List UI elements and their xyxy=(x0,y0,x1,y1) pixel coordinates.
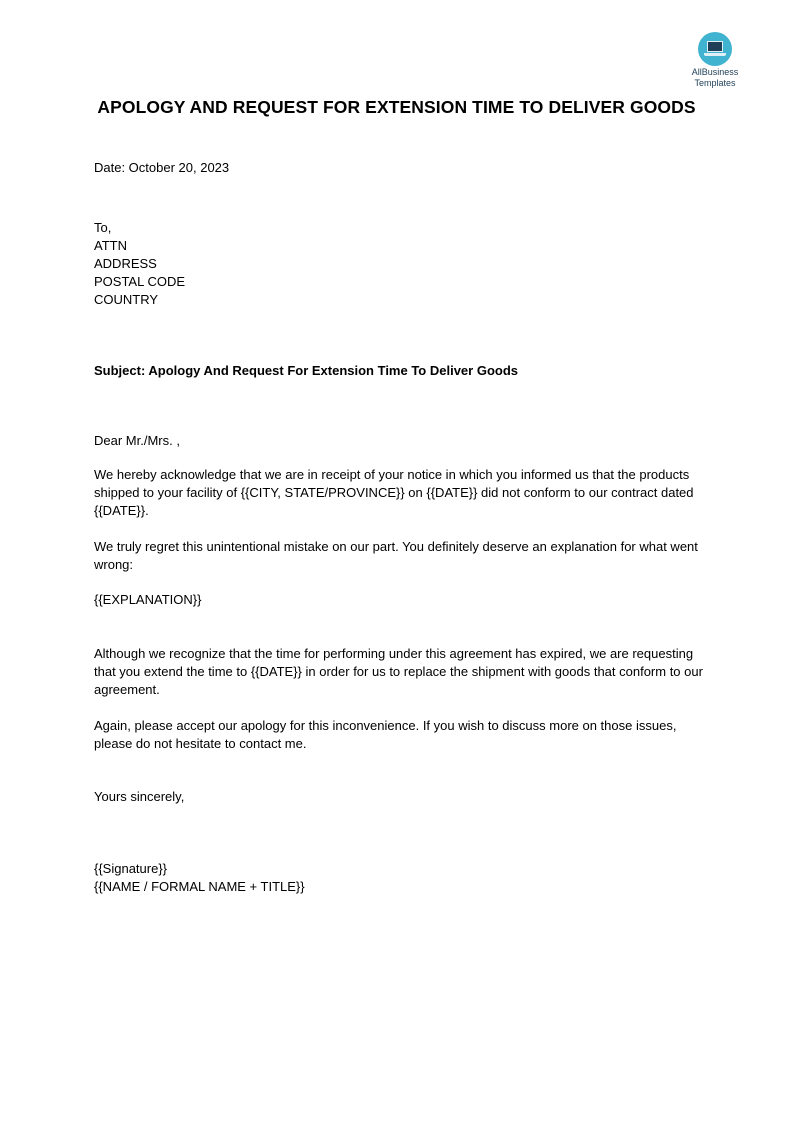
paragraph-3: Although we recognize that the time for performing under this agreement has expired, we are requesting that you extend the time to {{DATE}} in order for us to replace the shipment with goods that conform to our agreement. xyxy=(94,646,703,697)
document-title: APOLOGY AND REQUEST FOR EXTENSION TIME TO DELIVER GOODS xyxy=(97,97,696,117)
letter-subject: Subject: Apology And Request For Extension Time To Deliver Goods xyxy=(94,363,518,378)
allbusiness-templates-logo xyxy=(684,32,746,88)
laptop-icon xyxy=(698,32,732,66)
paragraph-4: Again, please accept our apology for this inconvenience. If you wish to discuss more on those issues, please do not hesitate to contact me. xyxy=(94,718,677,751)
salutation: Dear Mr./Mrs. , xyxy=(94,433,180,448)
signature: {{Signature}} xyxy=(94,861,168,876)
recipient-address: ADDRESS xyxy=(94,256,157,271)
recipient-attn: ATTN xyxy=(94,238,127,253)
recipient-block xyxy=(94,219,709,309)
paragraph-1: We hereby acknowledge that we are in receipt of your notice in which you informed us that the products shipped to your facility of {{CITY, STATE/PROVINCE}} on {{DATE}} did not conform to our contract dated {{DATE}}. xyxy=(94,467,694,518)
name-title: {{NAME / FORMAL NAME + TITLE}} xyxy=(94,879,305,894)
logo-line-2: Templates xyxy=(694,78,736,88)
recipient-to: To, xyxy=(94,220,112,235)
closing: Yours sincerely, xyxy=(94,789,185,804)
recipient-postal-code: POSTAL CODE xyxy=(94,274,186,289)
paragraph-2: We truly regret this unintentional mistake on our part. You definitely deserve an explanation for what went wrong: xyxy=(94,539,698,572)
letter-date: Date: October 20, 2023 xyxy=(94,160,230,175)
signature-block xyxy=(94,860,709,896)
logo-line-1: AllBusiness xyxy=(691,67,739,77)
recipient-country: COUNTRY xyxy=(94,292,159,307)
paragraph-explanation: {{EXPLANATION}} xyxy=(94,592,202,607)
